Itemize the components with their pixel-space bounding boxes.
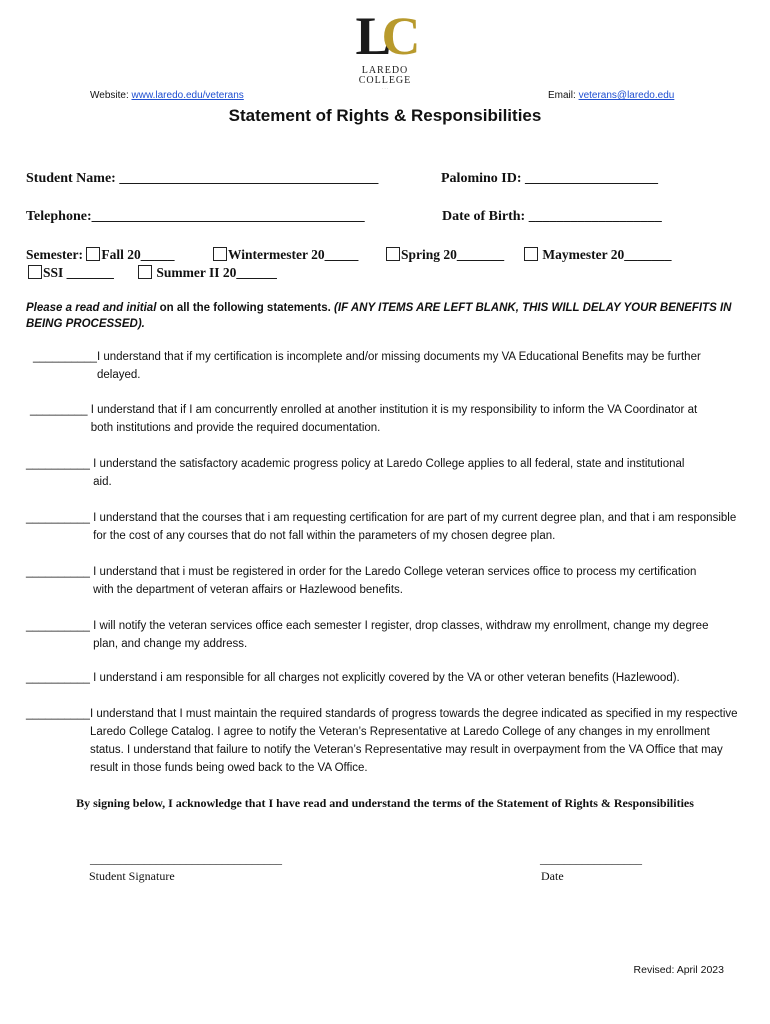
statement-text: I understand that I must maintain the required standards of progress towards the degree indicated as specified in my respective Laredo College Catalog. I agree to notify the Veteran’s Representative at Laredo College of any changes in my enrollment status. I understand that failure to notify the Veteran’s Representative may result in overpayment from the VA Office that may result in those funds being owed back to the VA Office. <box>89 708 738 774</box>
statement-item <box>26 455 696 491</box>
instructions-warning: (IF ANY ITEMS ARE LEFT BLANK, THIS WILL DELAY YOUR BENEFITS IN BEING PROCESSED). <box>26 302 732 330</box>
email-label: Email: <box>548 90 579 101</box>
statement-text: I understand the satisfactory academic progress policy at Laredo College applies to all federal, state and institutional aid. <box>93 458 685 488</box>
instructions <box>26 300 746 332</box>
initial-blank[interactable]: __________ <box>26 566 94 578</box>
initial-blank[interactable]: _________ <box>30 404 91 416</box>
spring-option <box>386 247 504 263</box>
initial-blank[interactable]: __________ <box>26 708 90 720</box>
initial-blank[interactable]: __________ <box>26 672 94 684</box>
spring-checkbox[interactable] <box>386 247 400 261</box>
statement-text: I understand that the courses that i am requesting certification for are part of my current degree plan, and that i am responsible for the cost of any courses that do not fall within the parameters of my chosen degree plan. <box>93 512 737 542</box>
initial-blank[interactable]: __________ <box>26 458 94 470</box>
wintermester-label: Wintermester 20_____ <box>228 247 359 262</box>
wintermester-checkbox[interactable] <box>213 247 227 261</box>
ssi-checkbox[interactable] <box>28 265 42 279</box>
maymester-option <box>524 247 671 263</box>
semester-row-1 <box>26 247 174 263</box>
instructions-middle: on all the following statements. <box>156 302 335 314</box>
fall-label: Fall 20_____ <box>101 247 175 262</box>
statement-text: I understand that if I am concurrently enrolled at another institution it is my responsibility to inform the VA Coordinator at both institutions and provide the required documentation. <box>90 404 698 434</box>
statement-item <box>26 705 746 777</box>
logo-tagline: · · · <box>382 86 388 91</box>
statement-text: I will notify the veteran services office each semester I register, drop classes, withdraw my enrollment, change my degree plan, and change my address. <box>93 620 709 650</box>
instructions-lead: Please a read and initial <box>26 302 157 314</box>
statement-item <box>26 563 716 599</box>
revised-date: Revised: April 2023 <box>633 964 724 976</box>
website-link[interactable]: www.laredo.edu/veterans <box>131 90 244 101</box>
fall-checkbox[interactable] <box>86 247 100 261</box>
statement-item <box>26 669 746 687</box>
email-info <box>548 90 674 101</box>
statement-text: I understand that if my certification is incomplete and/or missing documents my VA Educational Benefits may be further delayed. <box>96 351 701 381</box>
summer-ii-option <box>138 265 277 281</box>
summer-ii-checkbox[interactable] <box>138 265 152 279</box>
maymester-label: Maymester 20_______ <box>542 247 672 262</box>
website-label: Website: <box>90 90 132 101</box>
statement-text: I understand that i must be registered in order for the Laredo College veteran services office to process my certification with the department of veteran affairs or Hazlewood benefits. <box>93 566 697 596</box>
email-link[interactable]: veterans@laredo.edu <box>578 90 675 101</box>
statement-item <box>30 401 710 437</box>
college-logo <box>340 6 430 102</box>
summer-ii-label: Summer II 20______ <box>156 265 277 280</box>
page-title: Statement of Rights & Responsibilities <box>228 106 542 125</box>
logo-line-1: LAREDO <box>361 65 409 76</box>
statement-item <box>33 348 745 384</box>
maymester-checkbox[interactable] <box>524 247 538 261</box>
initial-blank[interactable]: __________ <box>26 620 94 632</box>
student-signature-line[interactable]: ________________________________ <box>90 852 282 866</box>
website-info <box>90 90 244 101</box>
semester-label: Semester: <box>26 247 83 262</box>
logo-line-2: COLLEGE <box>358 75 412 86</box>
ssi-label: SSI _______ <box>43 265 114 280</box>
initial-blank[interactable]: __________ <box>26 512 94 524</box>
statement-item <box>26 509 740 545</box>
wintermester-option <box>213 247 358 263</box>
spring-label: Spring 20_______ <box>401 247 505 262</box>
date-signature-line[interactable]: _________________ <box>540 852 642 866</box>
student-signature-label: Student Signature <box>89 869 175 883</box>
ssi-option <box>28 265 114 281</box>
palomino-id-field[interactable]: Palomino ID: ___________________ <box>441 171 658 186</box>
statement-text: I understand i am responsible for all charges not explicitly covered by the VA or other veteran benefits (Hazlewood). <box>93 672 680 684</box>
initial-blank[interactable]: __________ <box>33 351 97 363</box>
date-of-birth-field[interactable]: Date of Birth: ___________________ <box>442 209 662 224</box>
statement-item <box>26 617 736 653</box>
date-label: Date <box>541 869 564 883</box>
acknowledgement-text: By signing below, I acknowledge that I have read and understand the terms of the Statement of Rights & Responsibilities <box>76 796 694 810</box>
logo-monogram: LC <box>355 6 413 66</box>
student-name-field[interactable]: Student Name: _____________________________________ <box>26 171 379 186</box>
telephone-field[interactable]: Telephone:_______________________________________ <box>26 209 365 224</box>
